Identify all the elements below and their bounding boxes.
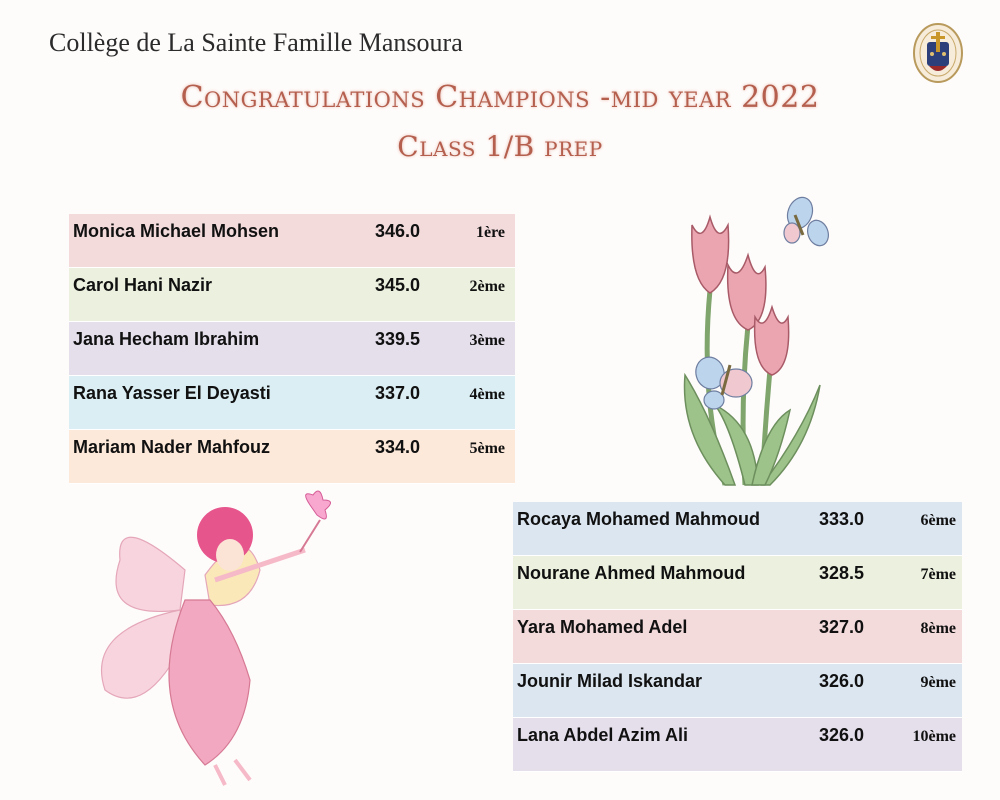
student-score: 326.0 xyxy=(819,671,865,691)
student-score: 339.5 xyxy=(375,329,421,349)
student-rank: 7ème xyxy=(920,566,956,583)
school-name: Collège de La Sainte Famille Mansoura xyxy=(49,28,463,57)
student-score: 333.0 xyxy=(819,509,865,529)
student-rank: 8ème xyxy=(920,620,956,637)
student-score: 327.0 xyxy=(819,617,865,637)
table-row xyxy=(513,556,962,610)
ranking-table-top xyxy=(69,214,515,484)
student-name: Carol Hani Nazir xyxy=(73,275,213,295)
table-row xyxy=(513,664,962,718)
student-name: Nourane Ahmed Mahmoud xyxy=(517,563,746,583)
student-rank: 3ème xyxy=(469,332,505,349)
student-name: Jana Hecham Ibrahim xyxy=(73,329,260,349)
student-name: Monica Michael Mohsen xyxy=(73,221,280,241)
table-row xyxy=(69,268,515,322)
student-score: 337.0 xyxy=(375,383,421,403)
student-name: Rana Yasser El Deyasti xyxy=(73,383,271,403)
student-rank: 2ème xyxy=(469,278,505,295)
table-row xyxy=(513,610,962,664)
student-name: Lana Abdel Azim Ali xyxy=(517,725,689,745)
student-rank: 1ère xyxy=(475,224,505,241)
student-rank: 9ème xyxy=(920,674,956,691)
student-rank: 4ème xyxy=(469,386,505,403)
table-row xyxy=(513,502,962,556)
student-name: Mariam Nader Mahfouz xyxy=(73,437,271,457)
student-name: Rocaya Mohamed Mahmoud xyxy=(517,509,761,529)
table-row xyxy=(69,430,515,484)
table-row xyxy=(513,718,962,772)
fairy-illustration xyxy=(75,480,345,795)
table-row xyxy=(69,376,515,430)
student-name: Yara Mohamed Adel xyxy=(517,617,688,637)
table-row xyxy=(69,322,515,376)
student-rank: 5ème xyxy=(469,440,505,457)
student-score: 326.0 xyxy=(819,725,865,745)
student-name: Jounir Milad Iskandar xyxy=(517,671,703,691)
school-crest-icon xyxy=(912,22,964,84)
ranking-table-bottom xyxy=(513,502,962,772)
tulips-butterflies-illustration xyxy=(670,195,845,495)
student-score: 334.0 xyxy=(375,437,421,457)
student-score: 345.0 xyxy=(375,275,421,295)
student-rank: 10ème xyxy=(912,728,956,745)
title-line-2: Class 1/B prep xyxy=(397,130,603,163)
title-line-1: Congratulations Champions -mid year 2022 xyxy=(180,80,820,115)
student-rank: 6ème xyxy=(920,512,956,529)
student-score: 328.5 xyxy=(819,563,865,583)
student-score: 346.0 xyxy=(375,221,421,241)
table-row xyxy=(69,214,515,268)
